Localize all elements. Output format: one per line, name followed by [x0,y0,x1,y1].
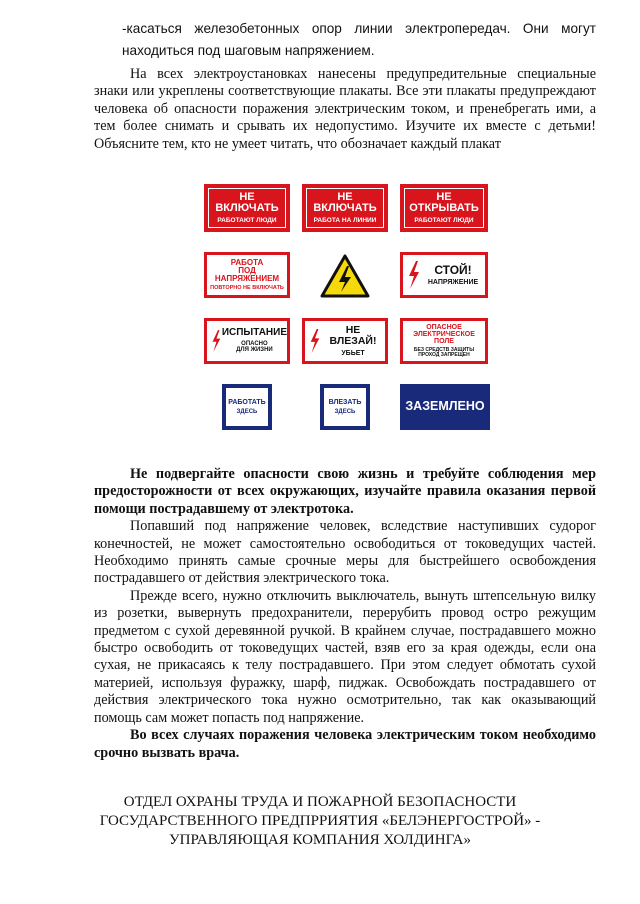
sign-main-text: РАБОТАТЬ [228,398,266,406]
sign-main-text: НЕ ВЛЕЗАЙ! [329,323,377,347]
sign-main-text: ИСПЫТАНИЕ [221,327,287,339]
sign-sub-text: РАБОТА НА ЛИНИИ [313,216,377,224]
sign-sub-text: ЗДЕСЬ [236,409,258,416]
call-doctor-paragraph: Во всех случаях поражения человека электрическим током необходимо срочно вызвать врача. [94,727,596,761]
paragraph-first-actions: Прежде всего, нужно отключить выключатель, вынуть штепсельную вилку из розетки, вывернуть предохранители, перерубить провод остро режущим предметом с сухой деревянной ручкой. В крайнем случае, пострадавшего можно быстро освободить от токоведущих частей, взяв его за края одежды, если она сухая, не прикасаясь к телу пострадавшего. При этом следует обмотать сухой материей, используя фуражку, шарф, пиджак. Освобождать пострадавшего от действия электрического тока нужно осмотрительно, так как оказывающий помощь сам может попасть под напряжение. [94,587,596,726]
lightning-bolt-icon [211,328,222,354]
intro-section [94,18,596,153]
sign-sub-text: ПОВТОРНО НЕ ВКЛЮЧАТЬ [210,284,284,291]
footer-line: ОТДЕЛ ОХРАНЫ ТРУДА И ПОЖАРНОЙ БЕЗОПАСНОСТИ [123,794,517,810]
sign-high-voltage-triangle [320,254,370,298]
warning-signs-grid [196,180,496,440]
sign-sub-text: РАБОТАЮТ ЛЮДИ [414,216,474,224]
sign-vlezat-zdes [320,384,370,430]
high-voltage-triangle-icon [320,254,370,298]
sign-ne-vlezay-ubyet [302,318,388,364]
sign-sub-text: БЕЗ СРЕДСТВ ЗАЩИТЫ [413,346,475,353]
sign-main-text: СТОЙ! [434,263,472,278]
sign-main-text: ЗАЗЕМЛЕНО [405,399,485,414]
sign-ne-vklyuchat-rabota-na-linii [302,184,388,232]
sign-main-text: НЕ ВКЛЮЧАТЬ [215,190,279,215]
lightning-bolt-icon [407,261,421,289]
warning-bold-paragraph: Не подвергайте опасности свою жизнь и требуйте соблюдения мер предосторожности от всех окружающих, изучайте правила оказания первой помощи пострадавшему от электротока. [94,466,596,517]
sign-rabotat-zdes [222,384,272,430]
sign-sub-text: ДЛЯ ЖИЗНИ [236,347,273,354]
sign-sub-text: ОПАСНО [241,340,268,347]
sign-line-text: РАБОТА [230,257,264,267]
sign-ne-vklyuchat-rabotayut-lyudi [204,184,290,232]
sign-line-text: ОПАСНОЕ [426,323,462,331]
sign-sub-text: ПРОХОД ЗАПРЕЩЕН [418,352,470,359]
sign-sub-text: ЗДЕСЬ [334,409,356,416]
sign-main-text: НЕ ОТКРЫВАТЬ [409,190,479,215]
sign-stoy-napryazhenie [400,252,488,298]
sign-ispytanie [204,318,290,364]
sign-line-text: ЭЛЕКТРИЧЕСКОЕ ПОЛЕ [413,331,475,346]
paragraph-convulsions: Попавший под напряжение человек, вследствие наступивших судорог конечностей, не может самостоятельно освободиться от токоведущих частей. Необходимо принять самые срочные меры для быстрейшего освобождения пострадавшего от действия электрического тока. [94,518,596,587]
sign-opasnoe-elektricheskoe-pole [400,318,488,364]
sign-ne-otkryvat [400,184,488,232]
sign-sub-text: УБЬЕТ [341,349,365,357]
lightning-bolt-icon [309,328,321,354]
sign-line-text: ПОД НАПРЯЖЕНИЕМ [214,265,280,284]
footer-line: ГОСУДАРСТВЕННОГО ПРЕДПРРИЯТИЯ «БЕЛЭНЕРГОСТРОЙ» - [99,813,541,829]
sign-rabota-pod-napryazheniem [204,252,290,298]
sign-main-text: НЕ ВКЛЮЧАТЬ [313,190,377,215]
organization-footer [80,793,560,850]
sign-sub-text: НАПРЯЖЕНИЕ [427,278,479,286]
footer-line: УПРАВЛЯЮЩАЯ КОМПАНИЯ ХОЛДИНГА» [169,832,471,848]
sign-main-text: ВЛЕЗАТЬ [328,398,362,406]
sign-zazemleno [400,384,490,430]
body-section [94,466,596,762]
intro-paragraph: На всех электроустановках нанесены предупредительные специальные знаки или укреплены соответствующие плакаты. Все эти плакаты предупреждают человека об опасности поражения электрическим током, и пренебрегать ими, а тем более снимать и срывать их недопустимо. Изучите их вместе с детьми! Объясните тем, кто не умеет читать, что обозначает каждый плакат [94,66,596,152]
intro-line: -касаться железобетонных опор линии электропередач. Они могут находиться под шаговым напряжением. [122,21,596,58]
sign-sub-text: РАБОТАЮТ ЛЮДИ [217,216,277,224]
